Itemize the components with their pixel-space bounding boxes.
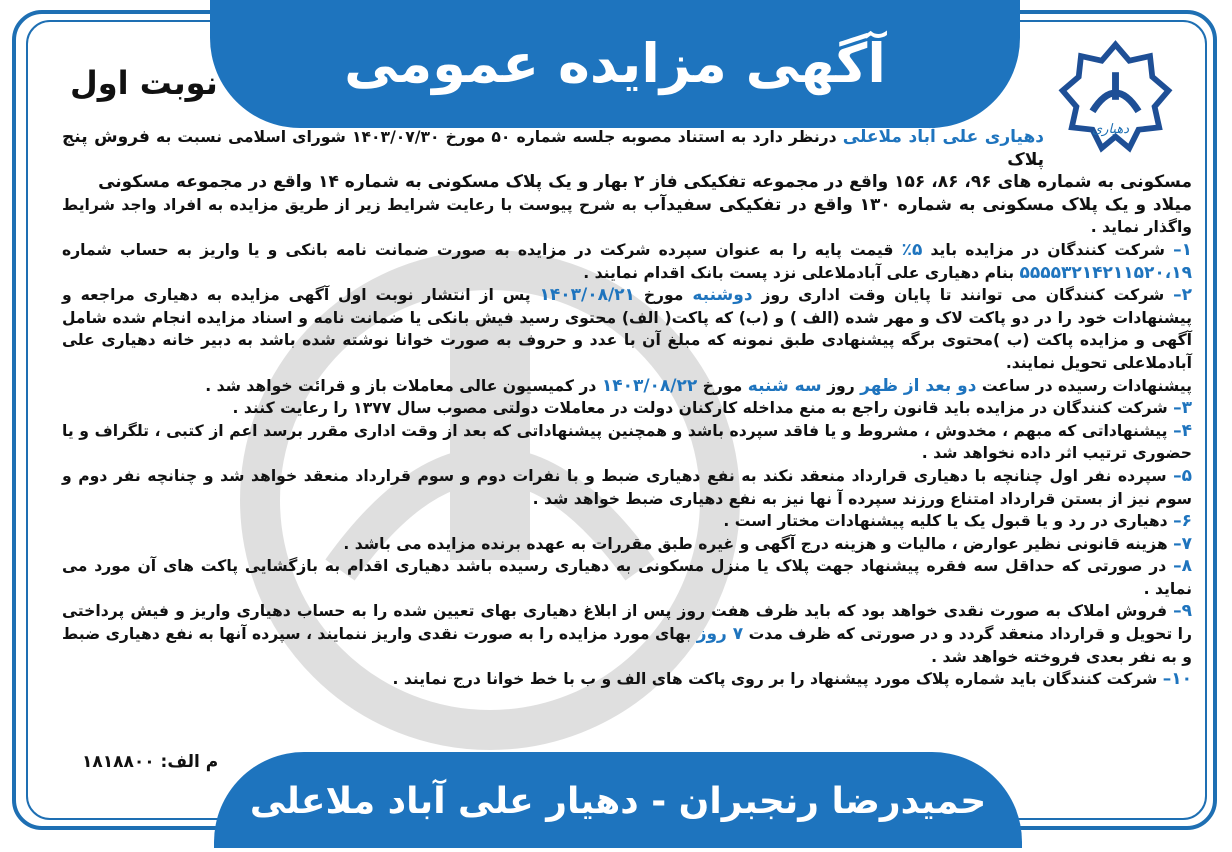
intro-line3: میلاد و یک پلاک مسکونی به شماره ۱۳۰ واقع در تفکیکی سفیدآب به شرح پیوست با رعایت شرایط زیر از طریق مزایده به افراد واجد شرایط واگذار نماید . bbox=[62, 194, 1193, 237]
item-10: ۱۰– شرکت کنندگان باید شماره پلاک مورد پیشنهاد را بر روی پاکت های الف و ب با خط خوانا درج نمایند . bbox=[392, 669, 1192, 690]
org-name: دهیاری علی آباد ملاعلی bbox=[842, 127, 1044, 147]
signature-banner: حمیدرضا رنجبران - دهیار علی آباد ملاعلی bbox=[214, 752, 1022, 848]
item-9: ۹– فروش املاک به صورت نقدی خواهد بود که باید ظرف هفت روز پس از ابلاغ دهیاری بهای تعیین شده را به حساب دهیاری واریز و فیش پرداختی را تحویل و قرارداد منعقد گردد و در صورتی که ظرف مدت ۷ روز بهای مورد مزایده را به صورت نقدی واریز ننمایند ، سپرده آنها به نفع دهیاری ضبط و به نفر بعدی فروخته خواهد شد . bbox=[62, 601, 1192, 666]
item-7: ۷– هزینه قانونی نظیر عوارض ، مالیات و هزینه درج آگهی و غیره طبق مقررات به عهده برنده مزایده می باشد . bbox=[343, 533, 1192, 554]
intro-line2: مسکونی به شماره های ۹۶، ۸۶، ۱۵۶ واقع در مجموعه تفکیکی فاز ۲ بهار و یک پلاک مسکونی به شماره ۱۴ واقع در مجموعه مسکونی bbox=[98, 172, 1192, 193]
logo-text: دهیاری bbox=[1092, 122, 1129, 137]
item-5: ۵– سپرده نفر اول چنانچه با دهیاری قرارداد منعقد نکند به نفع دهیاری ضبط و با نفرات دوم و سوم قرارداد منعقد خواهد شد و چنانچه نفر دوم و سوم نیز از بستن قرارداد امتناع ورزند سپرده آ نها نیز به نفع دهیاری ضبط خواهد شد . bbox=[62, 465, 1192, 508]
intro-paragraph: دهیاری علی آباد ملاعلی درنظر دارد به استناد مصوبه جلسه شماره ۵۰ مورخ ۱۴۰۳/۰۷/۳۰ شورای اسلامی نسبت به فروش پنج پلاک bbox=[62, 127, 1044, 170]
item-6: ۶– دهیاری در رد و یا قبول یک یا کلیه پیشنهادات مختار است . bbox=[723, 511, 1192, 532]
reference-number: م الف: ۱۸۱۸۸۰۰ bbox=[82, 752, 219, 772]
notice-body bbox=[62, 126, 1192, 691]
item-2b: پیشنهادات رسیده در ساعت دو بعد از ظهر روز سه شنبه مورخ ۱۴۰۳/۰۸/۲۲ در کمیسیون عالی معاملات باز و قرائت خواهد شد . bbox=[205, 375, 1192, 396]
item-2: ۲– شرکت کنندگان می توانند تا پایان وقت اداری روز دوشنبه مورخ ۱۴۰۳/۰۸/۲۱ پس از انتشار نوبت اول آگهی مزایده به دهیاری مراجعه و پیشنهادات خود را در دو پاکت لاک و مهر شده (الف ) و (ب) که پاکت( الف) محتوی رسید فیش بانکی یا ضمانت نامه و اسناد مزایده انجام شده شامل آگهی و مزایده پاکت (ب )محتوی برگه پیشنهادی طبق نمونه که مبلغ آن با عدد و حروف به صورت خوانا نوشته شده باشد به دبیر خانه دهیاری علی آبادملاعلی تحویل نمایند. bbox=[62, 285, 1193, 372]
turn-label: نوبت اول bbox=[70, 64, 218, 102]
item-4: ۴– پیشنهاداتی که مبهم ، مخدوش ، مشروط و یا فاقد سپرده باشد و همچنین پیشنهاداتی که بعد از وقت اداری مقرر برسد اعم از کتبی ، تلگراف و یا حضوری ترتیب اثر داده نخواهد شد . bbox=[62, 420, 1192, 463]
item-1: ۱– شرکت کنندگان در مزایده باید ۵٪ قیمت پایه را به عنوان سپرده شرکت در مزایده به صورت ضمانت نامه بانکی و یا واریز به حساب شماره ۵۵۵۵۳۲۱۴۲۱۱۵۲۰،۱۹ بنام دهیاری علی آبادملاعلی نزد پست بانک اقدام نمایند . bbox=[62, 239, 1192, 283]
item-3: ۳– شرکت کنندگان در مزایده باید قانون راجع به منع مداخله کارکنان دولت در معاملات دولتی مصوب سال ۱۳۷۷ را رعایت کنند . bbox=[232, 398, 1192, 419]
title-banner: آگهی مزایده عمومی bbox=[210, 0, 1020, 128]
item-8: ۸– در صورتی که حداقل سه فقره پیشنهاد جهت پلاک یا منزل مسکونی به دهیاری رسیده باشد دهیاری اقدام به بازگشایی پاکت های آن مورد می نماید . bbox=[62, 556, 1192, 598]
